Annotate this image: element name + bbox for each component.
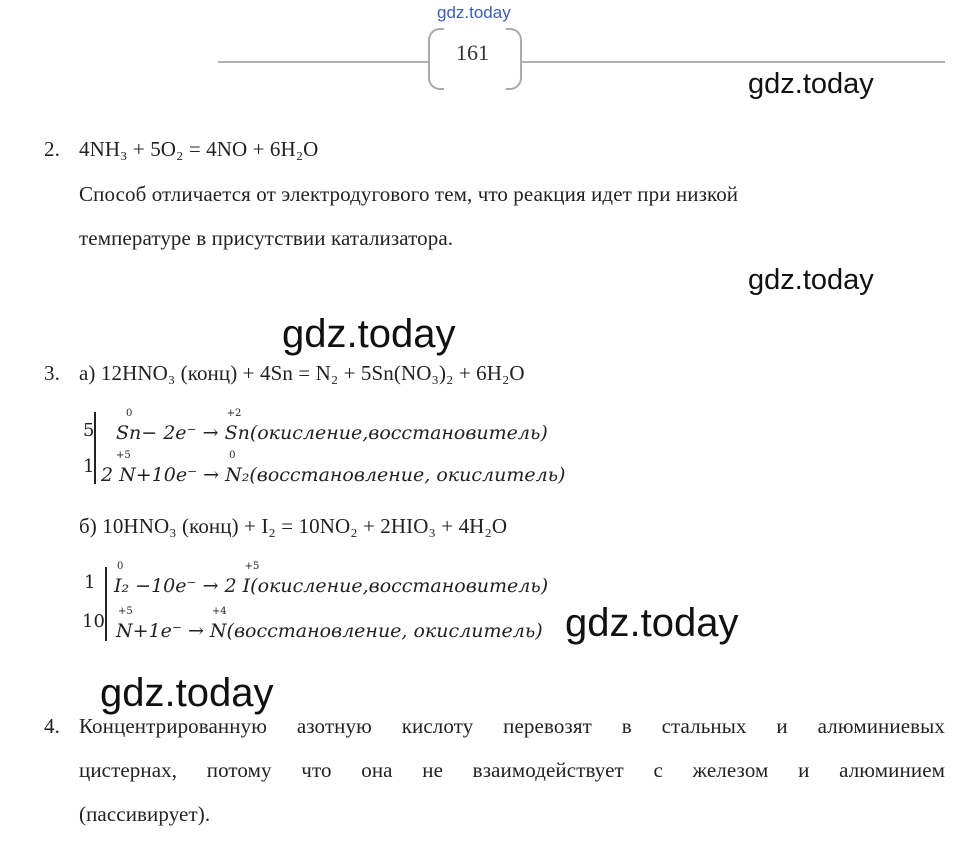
watermark: gdz.today [282, 312, 456, 356]
item-number: 2. [44, 137, 60, 161]
page-number-bracket-left [428, 28, 444, 90]
item2-line2: температуре в присутствии катализатора. [79, 226, 454, 250]
oxidation-state: +4 [211, 606, 227, 617]
oxidation-state: +5 [244, 561, 260, 572]
item-number: 4. [44, 714, 60, 738]
item4-line3: (пассивирует). [79, 802, 211, 826]
header-rule-right [520, 61, 945, 63]
balance-divider [105, 567, 107, 641]
oxidation-state: 0 [126, 408, 133, 419]
oxidation-state: +5 [116, 450, 131, 461]
balance-coefficient: 1 [83, 456, 95, 477]
half-reaction-reduction [116, 606, 543, 642]
watermark: gdz.today [748, 264, 874, 296]
half-reaction-reduction [101, 450, 566, 486]
item4-line2: цистернах, потому что она не взаимодействует с железом и алюминием [79, 758, 945, 782]
item2-equation: 4NH₃ + 5O₂ = 4NO + 6H₂O [79, 137, 319, 161]
half-reaction-lhs: Sn− 2e⁻ → [116, 422, 225, 444]
item-number: 3. [44, 361, 60, 385]
half-reaction-lhs: I₂ −10e⁻ → 2 [114, 575, 243, 597]
half-reaction-rhs: N(восстановление, окислитель) [209, 620, 543, 642]
half-reaction-oxidation [114, 561, 549, 597]
watermark: gdz.today [748, 68, 874, 100]
half-reaction-rhs: N₂(восстановление, окислитель) [225, 464, 566, 486]
item2-line1: Способ отличается от электродугового тем, что реакция идет при низкой [79, 182, 739, 206]
watermark: gdz.today [565, 601, 739, 645]
oxidation-state: 0 [117, 561, 124, 572]
half-reaction-lhs: N+1e⁻ → [116, 620, 210, 642]
oxidation-state: +5 [118, 606, 133, 617]
item4-line1: Концентрированную азотную кислоту перевозят в стальных и алюминиевых [79, 714, 945, 738]
half-reaction-oxidation [116, 408, 548, 444]
item3-b-equation: б) 10HNO₃ (конц) + I₂ = 10NO₂ + 2HIO₃ + 4H₂O [79, 514, 508, 538]
page-number: 161 [456, 40, 489, 65]
oxidation-state: +2 [226, 408, 242, 419]
watermark: gdz.today [100, 671, 274, 715]
balance-coefficient: 1 [84, 572, 96, 593]
top-watermark: gdz.today [437, 3, 511, 22]
balance-coefficient: 10 [82, 611, 105, 632]
balance-coefficient: 5 [83, 420, 95, 441]
page-number-bracket-right [506, 28, 522, 90]
item3-a-equation: а) 12HNO₃ (конц) + 4Sn = N₂ + 5Sn(NO₃)₂ + 6H₂O [79, 361, 525, 385]
header-rule-left [218, 61, 430, 63]
oxidation-state: 0 [229, 450, 236, 461]
half-reaction-rhs: I(окисление,восстановитель) [242, 575, 549, 597]
half-reaction-lhs: 2 N+10e⁻ → [101, 464, 226, 486]
half-reaction-rhs: Sn(окисление,восстановитель) [224, 422, 548, 444]
